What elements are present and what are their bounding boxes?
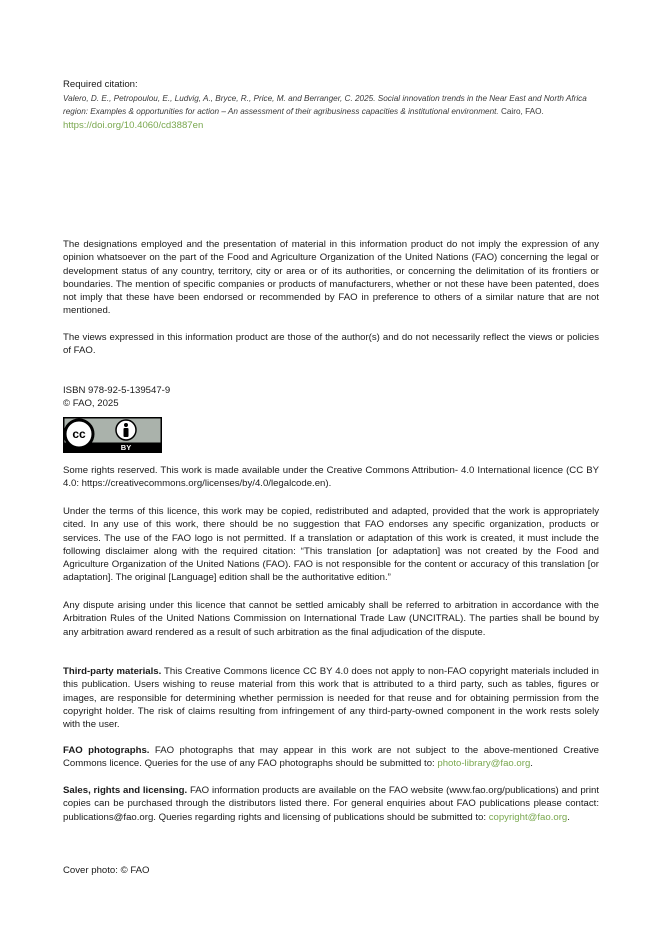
third-party-block bbox=[63, 665, 599, 731]
photographs-end: . bbox=[530, 758, 533, 770]
sales-end: . bbox=[567, 811, 570, 823]
terms-paragraph: Under the terms of this licence, this work may be copied, redistributed and adapted, provided that the work is appropriately cited. In any use of this work, there should be no suggestion that FAO endorses any specific organization, products or services. The use of the FAO logo is not permitted. If a translation or adaptation of this work is created, it must include the following disclaimer along with the required citation: “This translation [or adaptation] was not created by the Food and Agriculture Organization of the United Nations (FAO). FAO is not responsible for the content or accuracy of this translation [or adaptation]. The original [Language] edition shall be the authoritative edition.” bbox=[63, 506, 599, 584]
citation-doi-link[interactable]: https://doi.org/10.4060/cd3887en bbox=[63, 120, 204, 132]
photographs-block bbox=[63, 744, 599, 771]
rights-paragraph: Some rights reserved. This work is made available under the Creative Commons Attribution- 4.0 International licence (CC BY 4.0: https://creativecommons.org/licenses/by/4.0/legalcode.en). bbox=[63, 465, 599, 490]
isbn-block bbox=[63, 384, 599, 411]
photographs-paragraph bbox=[63, 744, 599, 771]
by-label: BY bbox=[120, 443, 132, 452]
copyright: © FAO, 2025 bbox=[63, 398, 119, 410]
sales-paragraph bbox=[63, 784, 599, 824]
views-disclaimer bbox=[63, 331, 599, 358]
dispute-block bbox=[63, 599, 599, 639]
photo-library-email-link[interactable]: photo-library@fao.org bbox=[437, 758, 531, 770]
sales-block bbox=[63, 784, 599, 824]
third-party-label: Third-party materials. bbox=[63, 666, 162, 677]
photographs-label: FAO photographs. bbox=[63, 745, 150, 756]
rights-block bbox=[63, 464, 599, 491]
designations-disclaimer bbox=[63, 238, 599, 318]
sales-label: Sales, rights and licensing. bbox=[63, 785, 188, 796]
cover-photo-block bbox=[63, 864, 599, 877]
copyright-email-link[interactable]: copyright@fao.org bbox=[488, 811, 568, 823]
designations-paragraph: The designations employed and the presentation of material in this information product do not imply the expression of any opinion whatsoever on the part of the Food and Agriculture Organization of the United Nations (FAO) concerning the legal or development status of any country, territory, city or area or of its authorities, or concerning the delimitation of its frontiers or boundaries. The mention of specific companies or products of manufacturers, whether or not these have been patented, does not imply that these have been endorsed or recommended by FAO in preference to others of a similar nature that are not mentioned. bbox=[63, 239, 599, 317]
citation-block bbox=[63, 78, 599, 133]
cc-by-badge[interactable] bbox=[63, 417, 162, 453]
third-party-text: This Creative Commons licence CC BY 4.0 does not apply to non-FAO copyright materials included in this publication. Users wishing to reuse material from this work that is attributed to a third party, such as tables, figures or images, are responsible for determining whether permission is needed for that reuse and for obtaining permission from the copyright holder. The risk of claims resulting from infringement of any third-party-owned component in the work rests solely with the user. bbox=[63, 666, 599, 731]
third-party-paragraph bbox=[63, 665, 599, 731]
citation-authors: Valero, D. E., Petropoulou, E., Ludvig, A., Bryce, R., Price, M. and Berranger, C. 2025. Social innovation trends in the Near East and North Africa region: Examples & opportunities for action – An assessment of their agribusiness capacities & institutional environment. bbox=[63, 94, 587, 117]
sales-text: FAO information products are available on the FAO website (www.fao.org/publications) and print copies can be purchased through the distributors listed there. For general enquiries about FAO publications please contact: publications@fao.org. Queries regarding rights and licensing of publications should be submitted to: bbox=[63, 785, 599, 823]
cc-label: cc bbox=[72, 427, 86, 441]
citation-place: Cairo, FAO. bbox=[498, 107, 544, 117]
photographs-text: FAO photographs that may appear in this work are not subject to the above-mentioned Creative Commons licence. Queries for the use of any FAO photographs should be submitted to: bbox=[63, 745, 599, 770]
citation-heading: Required citation: bbox=[63, 79, 138, 90]
citation-text bbox=[63, 92, 599, 118]
dispute-paragraph: Any dispute arising under this licence that cannot be settled amicably shall be referred to arbitration in accordance with the Arbitration Rules of the United Nations Commission on International Trade Law (UNCITRAL). The parties shall be bound by any arbitration award rendered as a result of such arbitration as the final adjudication of the dispute. bbox=[63, 600, 599, 638]
isbn: ISBN 978-92-5-139547-9 bbox=[63, 385, 171, 396]
cover-photo-credit: Cover photo: © FAO bbox=[63, 865, 150, 876]
views-paragraph: The views expressed in this information product are those of the author(s) and do not necessarily reflect the views or policies of FAO. bbox=[63, 332, 599, 357]
terms-block bbox=[63, 505, 599, 585]
